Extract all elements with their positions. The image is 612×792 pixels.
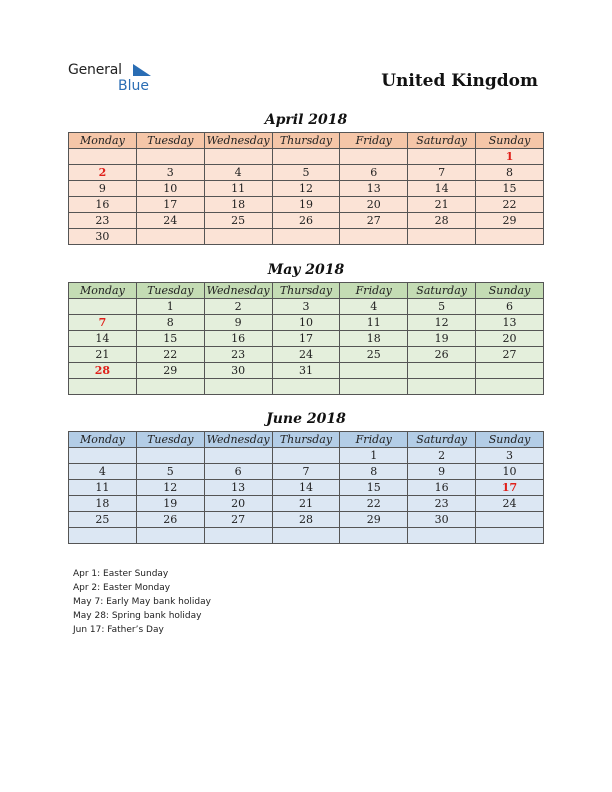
day-cell: 21 xyxy=(408,197,476,213)
day-cell: 13 xyxy=(340,181,408,197)
general-blue-logo xyxy=(68,62,168,96)
day-cell: 26 xyxy=(136,512,204,528)
day-cell: 28 xyxy=(408,213,476,229)
logo-text-general: General xyxy=(68,62,122,78)
empty-day-cell xyxy=(340,149,408,165)
empty-day-cell xyxy=(204,229,272,245)
day-cell: 6 xyxy=(476,299,544,315)
empty-day-cell xyxy=(476,512,544,528)
weekday-header-saturday: Saturday xyxy=(408,133,476,149)
day-cell: 4 xyxy=(340,299,408,315)
day-cell: 11 xyxy=(204,181,272,197)
empty-day-cell xyxy=(69,149,137,165)
holiday-day-cell: 1 xyxy=(476,149,544,165)
week-row xyxy=(69,229,544,245)
weekday-header-row xyxy=(69,283,544,299)
week-row xyxy=(69,480,544,496)
day-cell: 1 xyxy=(340,448,408,464)
day-cell: 22 xyxy=(136,347,204,363)
day-cell: 19 xyxy=(408,331,476,347)
empty-day-cell xyxy=(408,528,476,544)
day-cell: 4 xyxy=(69,464,137,480)
week-row xyxy=(69,363,544,379)
empty-day-cell xyxy=(136,528,204,544)
week-row xyxy=(69,213,544,229)
holiday-notes xyxy=(73,567,211,637)
day-cell: 3 xyxy=(272,299,340,315)
week-row xyxy=(69,347,544,363)
weekday-header-tuesday: Tuesday xyxy=(136,283,204,299)
day-cell: 11 xyxy=(340,315,408,331)
day-cell: 10 xyxy=(272,315,340,331)
empty-day-cell xyxy=(408,229,476,245)
empty-day-cell xyxy=(136,379,204,395)
weekday-header-monday: Monday xyxy=(69,432,137,448)
holiday-day-cell: 17 xyxy=(476,480,544,496)
calendar-april xyxy=(68,132,544,245)
weekday-header-row xyxy=(69,432,544,448)
week-row xyxy=(69,448,544,464)
day-cell: 10 xyxy=(476,464,544,480)
day-cell: 30 xyxy=(69,229,137,245)
week-row xyxy=(69,315,544,331)
day-cell: 14 xyxy=(69,331,137,347)
weekday-header-row xyxy=(69,133,544,149)
day-cell: 22 xyxy=(476,197,544,213)
weekday-header-wednesday: Wednesday xyxy=(204,133,272,149)
holiday-day-cell: 2 xyxy=(69,165,137,181)
weekday-header-thursday: Thursday xyxy=(272,133,340,149)
weekday-header-thursday: Thursday xyxy=(272,432,340,448)
weekday-header-friday: Friday xyxy=(340,432,408,448)
day-cell: 13 xyxy=(204,480,272,496)
holiday-note: May 7: Early May bank holiday xyxy=(73,597,211,607)
empty-day-cell xyxy=(272,229,340,245)
weekday-header-tuesday: Tuesday xyxy=(136,133,204,149)
empty-day-cell xyxy=(340,379,408,395)
day-cell: 15 xyxy=(476,181,544,197)
month-title-june: June 2018 xyxy=(266,411,346,427)
weekday-header-tuesday: Tuesday xyxy=(136,432,204,448)
holiday-day-cell: 28 xyxy=(69,363,137,379)
week-row xyxy=(69,197,544,213)
day-cell: 3 xyxy=(136,165,204,181)
day-cell: 16 xyxy=(204,331,272,347)
day-cell: 13 xyxy=(476,315,544,331)
day-cell: 29 xyxy=(136,363,204,379)
week-row xyxy=(69,181,544,197)
week-row xyxy=(69,299,544,315)
day-cell: 8 xyxy=(340,464,408,480)
day-cell: 2 xyxy=(204,299,272,315)
empty-day-cell xyxy=(272,149,340,165)
day-cell: 21 xyxy=(272,496,340,512)
holiday-note: May 28: Spring bank holiday xyxy=(73,611,202,621)
calendar-body xyxy=(69,448,544,544)
weekday-header-friday: Friday xyxy=(340,283,408,299)
empty-day-cell xyxy=(204,448,272,464)
day-cell: 14 xyxy=(272,480,340,496)
empty-day-cell xyxy=(476,528,544,544)
empty-day-cell xyxy=(476,379,544,395)
day-cell: 25 xyxy=(69,512,137,528)
day-cell: 17 xyxy=(136,197,204,213)
day-cell: 2 xyxy=(408,448,476,464)
empty-day-cell xyxy=(340,363,408,379)
holiday-note: Apr 1: Easter Sunday xyxy=(73,569,169,579)
day-cell: 18 xyxy=(69,496,137,512)
day-cell: 21 xyxy=(69,347,137,363)
day-cell: 6 xyxy=(340,165,408,181)
day-cell: 23 xyxy=(204,347,272,363)
empty-day-cell xyxy=(408,363,476,379)
day-cell: 7 xyxy=(272,464,340,480)
day-cell: 16 xyxy=(408,480,476,496)
day-cell: 11 xyxy=(69,480,137,496)
weekday-header-thursday: Thursday xyxy=(272,283,340,299)
logo-triangle-icon xyxy=(133,64,153,78)
weekday-header-sunday: Sunday xyxy=(476,133,544,149)
empty-day-cell xyxy=(69,528,137,544)
weekday-header-sunday: Sunday xyxy=(476,283,544,299)
day-cell: 19 xyxy=(272,197,340,213)
day-cell: 9 xyxy=(204,315,272,331)
week-row xyxy=(69,379,544,395)
week-row xyxy=(69,464,544,480)
day-cell: 15 xyxy=(340,480,408,496)
day-cell: 12 xyxy=(272,181,340,197)
month-title-may: May 2018 xyxy=(267,262,345,278)
holiday-note: Jun 17: Father’s Day xyxy=(73,625,164,635)
empty-day-cell xyxy=(340,528,408,544)
empty-day-cell xyxy=(136,149,204,165)
empty-day-cell xyxy=(136,448,204,464)
day-cell: 30 xyxy=(204,363,272,379)
day-cell: 23 xyxy=(408,496,476,512)
calendar-may xyxy=(68,282,544,395)
day-cell: 15 xyxy=(136,331,204,347)
day-cell: 18 xyxy=(204,197,272,213)
week-row xyxy=(69,512,544,528)
week-row xyxy=(69,496,544,512)
weekday-header-saturday: Saturday xyxy=(408,283,476,299)
week-row xyxy=(69,528,544,544)
holiday-note: Apr 2: Easter Monday xyxy=(73,583,171,593)
day-cell: 20 xyxy=(204,496,272,512)
empty-day-cell xyxy=(204,149,272,165)
day-cell: 6 xyxy=(204,464,272,480)
day-cell: 25 xyxy=(340,347,408,363)
day-cell: 10 xyxy=(136,181,204,197)
day-cell: 26 xyxy=(408,347,476,363)
day-cell: 31 xyxy=(272,363,340,379)
day-cell: 7 xyxy=(408,165,476,181)
day-cell: 1 xyxy=(136,299,204,315)
day-cell: 9 xyxy=(69,181,137,197)
empty-day-cell xyxy=(272,448,340,464)
day-cell: 5 xyxy=(272,165,340,181)
day-cell: 4 xyxy=(204,165,272,181)
day-cell: 24 xyxy=(476,496,544,512)
day-cell: 9 xyxy=(408,464,476,480)
day-cell: 12 xyxy=(136,480,204,496)
day-cell: 14 xyxy=(408,181,476,197)
day-cell: 20 xyxy=(476,331,544,347)
day-cell: 24 xyxy=(272,347,340,363)
calendar-body xyxy=(69,149,544,245)
empty-day-cell xyxy=(69,379,137,395)
day-cell: 5 xyxy=(136,464,204,480)
day-cell: 16 xyxy=(69,197,137,213)
empty-day-cell xyxy=(69,299,137,315)
logo-text-blue: Blue xyxy=(118,78,149,94)
empty-day-cell xyxy=(340,229,408,245)
empty-day-cell xyxy=(408,379,476,395)
country-title: United Kingdom xyxy=(381,71,538,91)
day-cell: 30 xyxy=(408,512,476,528)
month-title-april: April 2018 xyxy=(264,112,348,128)
weekday-header-monday: Monday xyxy=(69,133,137,149)
weekday-header-wednesday: Wednesday xyxy=(204,432,272,448)
day-cell: 28 xyxy=(272,512,340,528)
week-row xyxy=(69,149,544,165)
day-cell: 29 xyxy=(340,512,408,528)
day-cell: 29 xyxy=(476,213,544,229)
weekday-header-sunday: Sunday xyxy=(476,432,544,448)
day-cell: 8 xyxy=(136,315,204,331)
holiday-day-cell: 7 xyxy=(69,315,137,331)
day-cell: 3 xyxy=(476,448,544,464)
empty-day-cell xyxy=(136,229,204,245)
day-cell: 20 xyxy=(340,197,408,213)
empty-day-cell xyxy=(476,229,544,245)
weekday-header-saturday: Saturday xyxy=(408,432,476,448)
day-cell: 26 xyxy=(272,213,340,229)
weekday-header-wednesday: Wednesday xyxy=(204,283,272,299)
week-row xyxy=(69,165,544,181)
empty-day-cell xyxy=(69,448,137,464)
day-cell: 12 xyxy=(408,315,476,331)
empty-day-cell xyxy=(272,528,340,544)
day-cell: 27 xyxy=(340,213,408,229)
day-cell: 27 xyxy=(476,347,544,363)
day-cell: 24 xyxy=(136,213,204,229)
day-cell: 27 xyxy=(204,512,272,528)
empty-day-cell xyxy=(204,379,272,395)
empty-day-cell xyxy=(272,379,340,395)
day-cell: 17 xyxy=(272,331,340,347)
empty-day-cell xyxy=(408,149,476,165)
calendar-june xyxy=(68,431,544,544)
empty-day-cell xyxy=(204,528,272,544)
day-cell: 23 xyxy=(69,213,137,229)
weekday-header-friday: Friday xyxy=(340,133,408,149)
calendar-body xyxy=(69,299,544,395)
day-cell: 8 xyxy=(476,165,544,181)
day-cell: 18 xyxy=(340,331,408,347)
day-cell: 25 xyxy=(204,213,272,229)
empty-day-cell xyxy=(476,363,544,379)
day-cell: 22 xyxy=(340,496,408,512)
week-row xyxy=(69,331,544,347)
day-cell: 5 xyxy=(408,299,476,315)
weekday-header-monday: Monday xyxy=(69,283,137,299)
day-cell: 19 xyxy=(136,496,204,512)
